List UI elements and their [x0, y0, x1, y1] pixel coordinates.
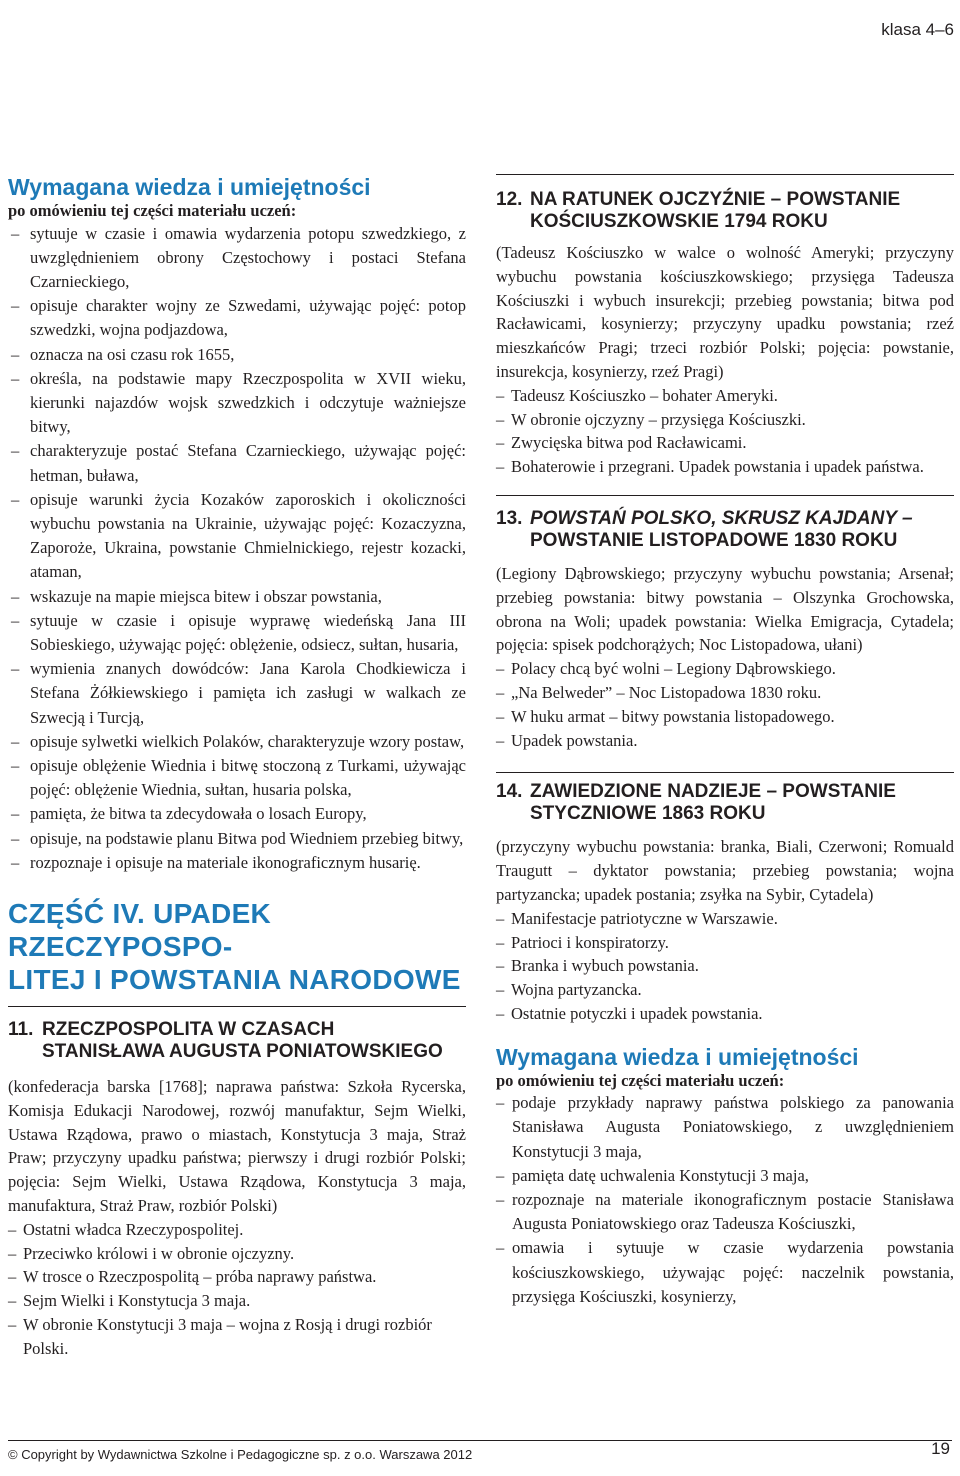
- list-item: – pamięta datę uchwalenia Konstytucji 3 maja,: [496, 1164, 954, 1188]
- lesson-item: – Sejm Wielki i Konstytucja 3 maja.: [8, 1289, 466, 1313]
- topic-title-line-1: ZAWIEDZIONE NADZIEJE – POWSTANIE: [530, 781, 896, 803]
- lesson-item: – W huku armat – bitwy powstania listopadowego.: [496, 705, 954, 729]
- topic-title-line-1: POWSTAŃ POLSKO, SKRUSZ KAJDANY –: [530, 507, 913, 529]
- topic-11-lessons: [8, 1218, 466, 1361]
- list-item: – sytuuje w czasie i opisuje wyprawę wiedeńską Jana III Sobieskiego, używając pojęć: oblężenie, odsiecz, sułtan, husaria,: [8, 609, 466, 657]
- copyright-text: © Copyright by Wydawnictwa Szkolne i Pedagogiczne sp. z o.o. Warszawa 2012: [8, 1447, 473, 1462]
- topic-title-line-2: POWSTANIE LISTOPADOWE 1830 ROKU: [530, 529, 898, 551]
- list-item: – opisuje oblężenie Wiednia i bitwę stoczoną z Turkami, używając pojęć: oblężenie Wiednia, sułtan, husaria polska,: [8, 754, 466, 802]
- section-intro: po omówieniu tej części materiału uczeń:: [8, 201, 297, 220]
- lesson-item: – Branka i wybuch powstania.: [496, 954, 954, 978]
- topic-11-description: (konfederacja barska [1768]; naprawa państwa: Szkoła Rycerska, Komisja Edukacji Narodowej, rozwój manufaktur, Sejm Wielki, Ustawa Rządowa, prawo o miastach, Konstytucja 3 maja, Straż Praw; przyczyny upadku państwa; pierwszy i drugi rozbiór Polski; pojęcia: Sejm Wielki, Ustawa Rządowa, Konstytucja 3 maja, manufaktura, Straż Praw, rozbiór Polski): [8, 1076, 466, 1215]
- section-title: Wymagana wiedza i umiejętności: [8, 174, 371, 200]
- lesson-item: – „Na Belweder” – Noc Listopadowa 1830 roku.: [496, 681, 954, 705]
- topic-number: 13.: [496, 507, 523, 529]
- topic-12-title: [496, 189, 954, 233]
- lesson-item: – Ostatnie potyczki i upadek powstania.: [496, 1002, 954, 1026]
- list-item: – omawia i sytuuje w czasie wydarzenia powstania kościuszkowskiego, używając pojęć: naczelnik powstania, przysięga Kościuszki, kosynierzy,: [496, 1236, 954, 1309]
- page-footer: [8, 1440, 952, 1468]
- topic-number: 12.: [496, 189, 523, 210]
- topic-number: 14.: [496, 781, 523, 803]
- lesson-item: – Wojna partyzancka.: [496, 978, 954, 1002]
- lesson-item: – Manifestacje patriotyczne w Warszawie.: [496, 907, 954, 931]
- list-item: – pamięta, że bitwa ta zdecydowała o losach Europy,: [8, 802, 466, 826]
- lesson-item: – Upadek powstania.: [496, 729, 954, 753]
- topic-title-line-1: RZECZPOSPOLITA W CZASACH: [42, 1018, 335, 1040]
- topic-12-description: (Tadeusz Kościuszko w walce o wolność Ameryki; przyczyny wybuchu powstania kościuszkowskiego; przysięga Tadeusza Kościuszki i wybuch insurekcji; przebieg powstania; bitwa pod Racławicami, kosynierzy; przyczyny upadku powstania; rzeź mieszkańców Pragi; trzeci rozbiór Polski; pojęcia: powstanie, insurekcja, kosynierzy, rzeź Pragi): [496, 243, 954, 381]
- lesson-item: – Zwycięska bitwa pod Racławicami.: [496, 431, 954, 455]
- lesson-item: – Przeciwko królowi i w obronie ojczyzny.: [8, 1242, 466, 1266]
- list-item: – opisuje charakter wojny ze Szwedami, używając pojęć: potop szwedzki, wojna podjazdowa,: [8, 294, 466, 342]
- list-item: – rozpoznaje na materiale ikonograficznym postacie Stanisława Augusta Poniatowskiego oraz Tadeusza Kościuszki,: [496, 1188, 954, 1236]
- list-item: – wymienia znanych dowódców: Jana Karola Chodkiewicza i Stefana Żółkiewskiego i pamięta ich zasługi w walkach ze Szwecją i Turcją,: [8, 657, 466, 730]
- lesson-item: – W obronie ojczyzny – przysięga Kościuszki.: [496, 408, 954, 432]
- left-column: [8, 174, 466, 1361]
- topic-14-lessons: [496, 907, 954, 1026]
- lesson-item: – W obronie Konstytucji 3 maja – wojna z Rosją i drugi rozbiór Polski.: [8, 1313, 466, 1361]
- lesson-item: – Tadeusz Kościuszko – bohater Ameryki.: [496, 384, 954, 408]
- topic-title-line-1: NA RATUNEK OJCZYŹNIE – POWSTANIE: [530, 189, 901, 210]
- lesson-item: – Patrioci i konspiratorzy.: [496, 931, 954, 955]
- topic-title-line-2: STYCZNIOWE 1863 ROKU: [530, 803, 766, 825]
- right-column: [496, 174, 954, 1309]
- topic-13-title: [496, 508, 954, 552]
- topic-12-lessons: [496, 384, 954, 479]
- topic-number: 11.: [8, 1018, 34, 1040]
- section-title: Wymagana wiedza i umiejętności: [496, 1043, 859, 1070]
- topic-title-line-2: STANISŁAWA AUGUSTA PONIATOWSKIEGO: [42, 1040, 443, 1062]
- topic-13-lessons: [496, 657, 954, 752]
- section-intro: po omówieniu tej części materiału uczeń:: [496, 1070, 785, 1090]
- lesson-item: – W trosce o Rzeczpospolitą – próba naprawy państwa.: [8, 1265, 466, 1289]
- list-item: – podaje przykłady naprawy państwa polskiego za panowania Stanisława Augusta Poniatowskiego, z uwzględnieniem Konstytucji 3 maja,: [496, 1091, 954, 1164]
- requirements-list: [8, 222, 466, 875]
- topic-11-title: [8, 1019, 466, 1063]
- list-item: – opisuje sylwetki wielkich Polaków, charakteryzuje wzory postaw,: [8, 730, 466, 754]
- topic-14-title: [496, 781, 954, 825]
- list-item: – oznacza na osi czasu rok 1655,: [8, 343, 466, 367]
- list-item: – sytuuje w czasie i omawia wydarzenia potopu szwedzkiego, z uwzględnieniem obrony Częstochowy i postaci Stefana Czarnieckiego,: [8, 222, 466, 295]
- list-item: – wskazuje na mapie miejsca bitew i obszar powstania,: [8, 585, 466, 609]
- lesson-item: – Polacy chcą być wolni – Legiony Dąbrowskiego.: [496, 657, 954, 681]
- list-item: – charakteryzuje postać Stefana Czarnieckiego, używając pojęć: hetman, buława,: [8, 439, 466, 487]
- page-number: 19: [931, 1439, 950, 1458]
- list-item: – opisuje warunki życia Kozaków zaporoskich i okoliczności wybuchu powstania na Ukrainie, używając pojęć: Kozaczyzna, Zaporoże, Ukraina, powstanie Chmielnickiego, rejestr kozacki, ataman,: [8, 488, 466, 585]
- requirements-list: [496, 1091, 954, 1309]
- list-item: – rozpoznaje i opisuje na materiale ikonograficznym husarię.: [8, 851, 466, 875]
- lesson-item: – Bohaterowie i przegrani. Upadek powstania i upadek państwa.: [496, 455, 954, 479]
- grade-label: klasa 4–6: [881, 20, 954, 39]
- topic-title-line-2: KOŚCIUSZKOWSKIE 1794 ROKU: [530, 211, 828, 232]
- part-title-line-1: CZĘŚĆ IV. UPADEK RZECZYPOSPO-: [8, 897, 272, 962]
- topic-14-description: (przyczyny wybuchu powstania: branka, Biali, Czerwoni; Romuald Traugutt – dyktator powstania; przebieg powstania; wojna partyzancka; upadek postania; zsyłka na Sybir, Cytadela): [496, 837, 954, 904]
- lesson-item: – Ostatni władca Rzeczypospolitej.: [8, 1218, 466, 1242]
- part-title: [8, 897, 466, 996]
- part-title-line-2: LITEJ I POWSTANIA NARODOWE: [8, 963, 461, 995]
- list-item: – opisuje, na podstawie planu Bitwa pod Wiedniem przebieg bitwy,: [8, 827, 466, 851]
- topic-13-description: (Legiony Dąbrowskiego; przyczyny wybuchu powstania; Arsenał; przebieg powstania: bitwy powstania – Olszynka Grochowska, obrona na Woli; upadek powstania: Wielka Emigracja, Cytadela; pojęcia: spisek podchorążych; Noc Listopadowa, ułani): [496, 563, 954, 655]
- list-item: – określa, na podstawie mapy Rzeczpospolita w XVII wieku, kierunki najazdów wojsk szwedzkich i odczytuje ważniejsze bitwy,: [8, 367, 466, 440]
